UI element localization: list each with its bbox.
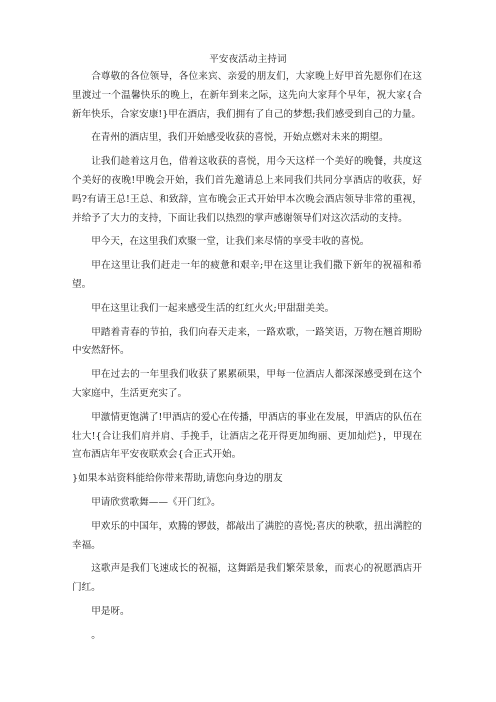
document-title: 平安夜活动主持词	[209, 54, 287, 65]
paragraph: 甲在这里让我们一起来感受生活的红红火火;甲甜甜美美。	[91, 302, 335, 314]
paragraph: 甲请欣赏歌舞——《开门红》。	[91, 496, 221, 508]
paragraph: 甲是呀。	[91, 605, 130, 617]
paragraph: 这歌声是我们飞速成长的祝福，这舞蹈是我们繁荣景象，而衷心的祝愿酒店开门红。	[72, 563, 422, 594]
paragraph: 甲在这里让我们赶走一年的疲惫和艰辛;甲在这里让我们撒下新年的祝福和希望。	[72, 260, 422, 290]
paragraph: 甲激情更饱满了!甲酒店的爱心在传播，甲酒店的事业在发展，甲酒店的队伍在壮大!{合让我们肩并肩、手挽手，让酒店之花开得更加绚丽、更加灿烂}，甲现在宣布酒店年平安夜联欢会{合正式开始。	[72, 411, 422, 461]
paragraph: 甲踏着青春的节拍，我们向春天走来，一路欢歌，一路笑语，万物在翘首期盼中安然舒怀。	[72, 326, 422, 357]
paragraph: 甲欢乐的中国年，欢腾的锣鼓，都敲出了满腔的喜悦;喜庆的秧歌，扭出满腔的幸福。	[72, 520, 422, 551]
paragraph: 让我们趁着这月色，借着这收获的喜悦，用今天这样一个美好的晚餐，共度这个美好的夜晚!甲晚会开始，我们首先邀请总上来同我们共同分享酒店的收获，好吗?有请王总!王总、和致辞，宣布晚会正式开始甲本次晚会酒店领导非常的重视，并给予了大力的支持，下面让我们以热烈的掌声感谢领导们对这次活动的支持。	[72, 156, 422, 224]
paragraph: 甲在过去的一年里我们收获了累累硕果，甲每一位酒店人都深深感受到在这个大家庭中，生活更充实了。	[72, 369, 422, 399]
paragraph: 甲今天，在这里我们欢聚一堂，让我们来尽情的享受丰收的喜悦。	[91, 236, 370, 248]
document-body	[72, 68, 422, 651]
paragraph: 合尊敬的各位领导，各位来宾、亲爱的朋友们，大家晚上好甲首先愿你们在这里渡过一个温馨快乐的晚上，在新年到来之际，这先向大家拜个早年，祝大家{合新年快乐，合家安康!}甲在酒店，我们拥有了自己的梦想;我们感受到自己的力量。	[72, 71, 422, 120]
paragraph: 。	[91, 629, 101, 641]
paragraph: }如果本站资料能给你带来帮助,请您向身边的朋友	[72, 473, 283, 485]
paragraph: 在青州的酒店里，我们开始感受收获的喜悦，开始点燃对未来的期望。	[91, 132, 389, 144]
